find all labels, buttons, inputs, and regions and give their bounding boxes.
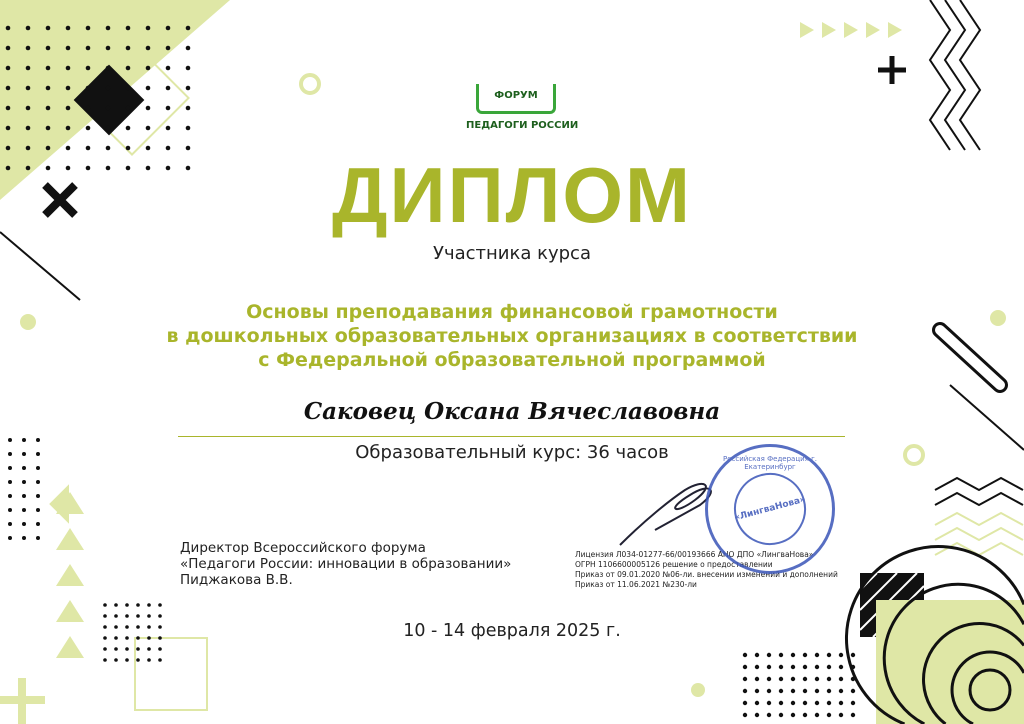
decor-dot (46, 46, 51, 51)
decor-dot (86, 126, 91, 131)
decor-dot (126, 106, 131, 111)
decor-dot (86, 66, 91, 71)
decor-dot (851, 653, 855, 657)
decor-dot (186, 26, 191, 31)
decor-dot (103, 603, 107, 607)
decor-dot (779, 677, 783, 681)
decor-dot (839, 701, 843, 705)
decor-dot (136, 647, 140, 651)
decor-dot (827, 689, 831, 693)
decor-dot (166, 126, 171, 131)
decor-dot (166, 66, 171, 71)
decor-dot (779, 653, 783, 657)
decor-dot (66, 126, 71, 131)
decor-dot (186, 126, 191, 131)
decor-dot (803, 713, 807, 717)
license-line: Лицензия Л034-01277-66/00193666 АНО ДПО «ЛингваНова» (575, 550, 814, 559)
decor-dot (36, 522, 40, 526)
decor-dot (815, 713, 819, 717)
decor-dot (803, 701, 807, 705)
decor-dot (26, 86, 31, 91)
decor-dot (8, 494, 12, 498)
director-line: «Педагоги России: инновации в образовании» (180, 556, 512, 572)
decor-dot (767, 689, 771, 693)
decor-dot (147, 614, 151, 618)
decor-dot (106, 126, 111, 131)
decor-dot (755, 677, 759, 681)
decor-dot (146, 126, 151, 131)
decor-dot (755, 701, 759, 705)
decor-dot (66, 66, 71, 71)
decor-dot (851, 677, 855, 681)
stamp-ring-text: Российская Федерация г. Екатеринбург (723, 455, 817, 471)
decor-dot (166, 26, 171, 31)
decor-dot (125, 603, 129, 607)
decor-dot (839, 689, 843, 693)
decor-dot (46, 66, 51, 71)
decor-dot (839, 653, 843, 657)
decor-dot (743, 665, 747, 669)
decor-dot (106, 66, 111, 71)
decor-dot (86, 86, 91, 91)
decor-dot (66, 86, 71, 91)
decor-dot (827, 701, 831, 705)
decor-dot (36, 466, 40, 470)
decor-dot (851, 665, 855, 669)
decor-dot (851, 689, 855, 693)
decor-dot (146, 66, 151, 71)
decor-dot (147, 603, 151, 607)
name-underline (178, 436, 845, 437)
course-line: с Федеральной образовательной программой (258, 349, 766, 371)
decor-dot (791, 689, 795, 693)
course-hours: Образовательный курс: 36 часов (355, 442, 669, 463)
decor-dot (103, 658, 107, 662)
logo-line1: ФОРУМ (494, 90, 538, 101)
decor-dot (743, 701, 747, 705)
recipient-name: Саковец Оксана Вячеславовна (303, 398, 721, 425)
decor-dot (767, 653, 771, 657)
decor-dot (114, 614, 118, 618)
decor-dot (125, 614, 129, 618)
decor-dot (66, 26, 71, 31)
decor-dot (839, 677, 843, 681)
decor-dot (6, 86, 11, 91)
decor-dot (36, 508, 40, 512)
decor-dot (827, 713, 831, 717)
decor-dot (186, 66, 191, 71)
decor-dot (86, 26, 91, 31)
decor-dot (106, 26, 111, 31)
course-dates: 10 - 14 февраля 2025 г. (403, 621, 621, 641)
decor-dot (125, 658, 129, 662)
decor-dot (791, 713, 795, 717)
book-icon (476, 84, 556, 114)
decor-dot (146, 86, 151, 91)
decor-dot (815, 701, 819, 705)
director-line: Директор Всероссийского форума (180, 540, 426, 556)
decor-dot (166, 46, 171, 51)
decor-dot (779, 665, 783, 669)
decor-dot (803, 665, 807, 669)
decor-dot (6, 106, 11, 111)
decor-dot (6, 46, 11, 51)
decor-dot (743, 653, 747, 657)
decor-dot (36, 480, 40, 484)
decor-dot (8, 536, 12, 540)
decor-dot (126, 66, 131, 71)
decor-dot (767, 713, 771, 717)
decor-dot (743, 677, 747, 681)
decor-dot (6, 126, 11, 131)
decor-dot (147, 658, 151, 662)
decor-dot (126, 26, 131, 31)
decor-dot (779, 689, 783, 693)
decor-dot (839, 665, 843, 669)
decor-dot (767, 701, 771, 705)
decor-dot (26, 46, 31, 51)
decor-dot (106, 86, 111, 91)
decor-dot (779, 701, 783, 705)
decor-dot (803, 689, 807, 693)
decor-dot (136, 658, 140, 662)
decor-dot (22, 536, 26, 540)
decor-dot (755, 653, 759, 657)
decor-dot (106, 106, 111, 111)
decor-dot (126, 126, 131, 131)
decor-dot (126, 46, 131, 51)
decor-dot (815, 653, 819, 657)
decor-dot (36, 494, 40, 498)
decor-dot (186, 86, 191, 91)
decor-dot (158, 647, 162, 651)
license-line: Приказ от 11.06.2021 №230-ли (575, 580, 697, 589)
decor-dot (66, 106, 71, 111)
decor-dot (827, 665, 831, 669)
decor-dot (86, 46, 91, 51)
decor-dot (827, 653, 831, 657)
decor-dot (114, 658, 118, 662)
decor-dot (46, 86, 51, 91)
decor-dot (8, 522, 12, 526)
decor-dot (158, 614, 162, 618)
decor-dot (125, 647, 129, 651)
decor-dot (147, 647, 151, 651)
decor-dot (839, 713, 843, 717)
director-line: Пиджакова В.В. (180, 572, 293, 588)
decor-dot (106, 46, 111, 51)
diploma-title: ДИПЛОМ (331, 151, 693, 239)
license-line: ОГРН 1106600005126 решение о предоставлении (575, 560, 773, 569)
decor-dot (186, 106, 191, 111)
decor-dot (46, 126, 51, 131)
decor-dot (136, 603, 140, 607)
decor-dot (755, 665, 759, 669)
decor-dot (851, 701, 855, 705)
decor-dot (146, 26, 151, 31)
logo-line2: ПЕДАГОГИ РОССИИ (466, 120, 579, 131)
decor-dot (815, 689, 819, 693)
decor-dot (22, 480, 26, 484)
license-line: Приказ от 09.01.2020 №06-ли. внесении изменений и дополнений (575, 570, 838, 579)
decor-dot (136, 614, 140, 618)
course-title (0, 300, 1024, 372)
organization-stamp (705, 444, 835, 574)
decor-dot (158, 658, 162, 662)
decor-dot (767, 665, 771, 669)
decor-dot (743, 713, 747, 717)
decor-dot (36, 536, 40, 540)
decor-dot (26, 26, 31, 31)
decor-dot (26, 66, 31, 71)
decor-dot (114, 647, 118, 651)
course-line: в дошкольных образовательных организациях в соответствии (166, 325, 858, 347)
decor-dot (114, 603, 118, 607)
decor-dot (126, 86, 131, 91)
decor-dot (22, 522, 26, 526)
decor-dot (146, 46, 151, 51)
decor-dot (46, 106, 51, 111)
decor-dot (22, 494, 26, 498)
decor-dot (6, 66, 11, 71)
decor-dot (803, 653, 807, 657)
decor-dot (66, 46, 71, 51)
decor-dot (743, 689, 747, 693)
decor-dot (8, 508, 12, 512)
decor-dot (791, 701, 795, 705)
decor-dot (26, 126, 31, 131)
decor-dot (791, 665, 795, 669)
decor-dot (86, 106, 91, 111)
decor-dot (22, 466, 26, 470)
decor-dot (166, 86, 171, 91)
decor-dot (827, 677, 831, 681)
decor-dot (755, 713, 759, 717)
decor-dot (46, 26, 51, 31)
decor-dot (26, 106, 31, 111)
decor-dot (166, 106, 171, 111)
stamp-center-text: «ЛингваНова» (726, 465, 814, 553)
director-signature-block (180, 540, 511, 588)
decor-dot (779, 713, 783, 717)
decor-dot (8, 466, 12, 470)
decor-dot (803, 677, 807, 681)
decor-dot (791, 653, 795, 657)
decor-dot (186, 46, 191, 51)
decor-dot (8, 480, 12, 484)
decor-dot (851, 713, 855, 717)
decor-dot (815, 665, 819, 669)
decor-dot (791, 677, 795, 681)
forum-logo (466, 84, 579, 142)
decor-dot (755, 689, 759, 693)
decor-dot (767, 677, 771, 681)
course-line: Основы преподавания финансовой грамотности (246, 301, 778, 323)
decor-dot (815, 677, 819, 681)
decor-dot (146, 106, 151, 111)
decor-dot (103, 647, 107, 651)
decor-dot (158, 603, 162, 607)
diploma-subtitle: Участника курса (433, 243, 591, 264)
decor-dot (22, 508, 26, 512)
decor-dot (103, 614, 107, 618)
decor-dot (6, 26, 11, 31)
